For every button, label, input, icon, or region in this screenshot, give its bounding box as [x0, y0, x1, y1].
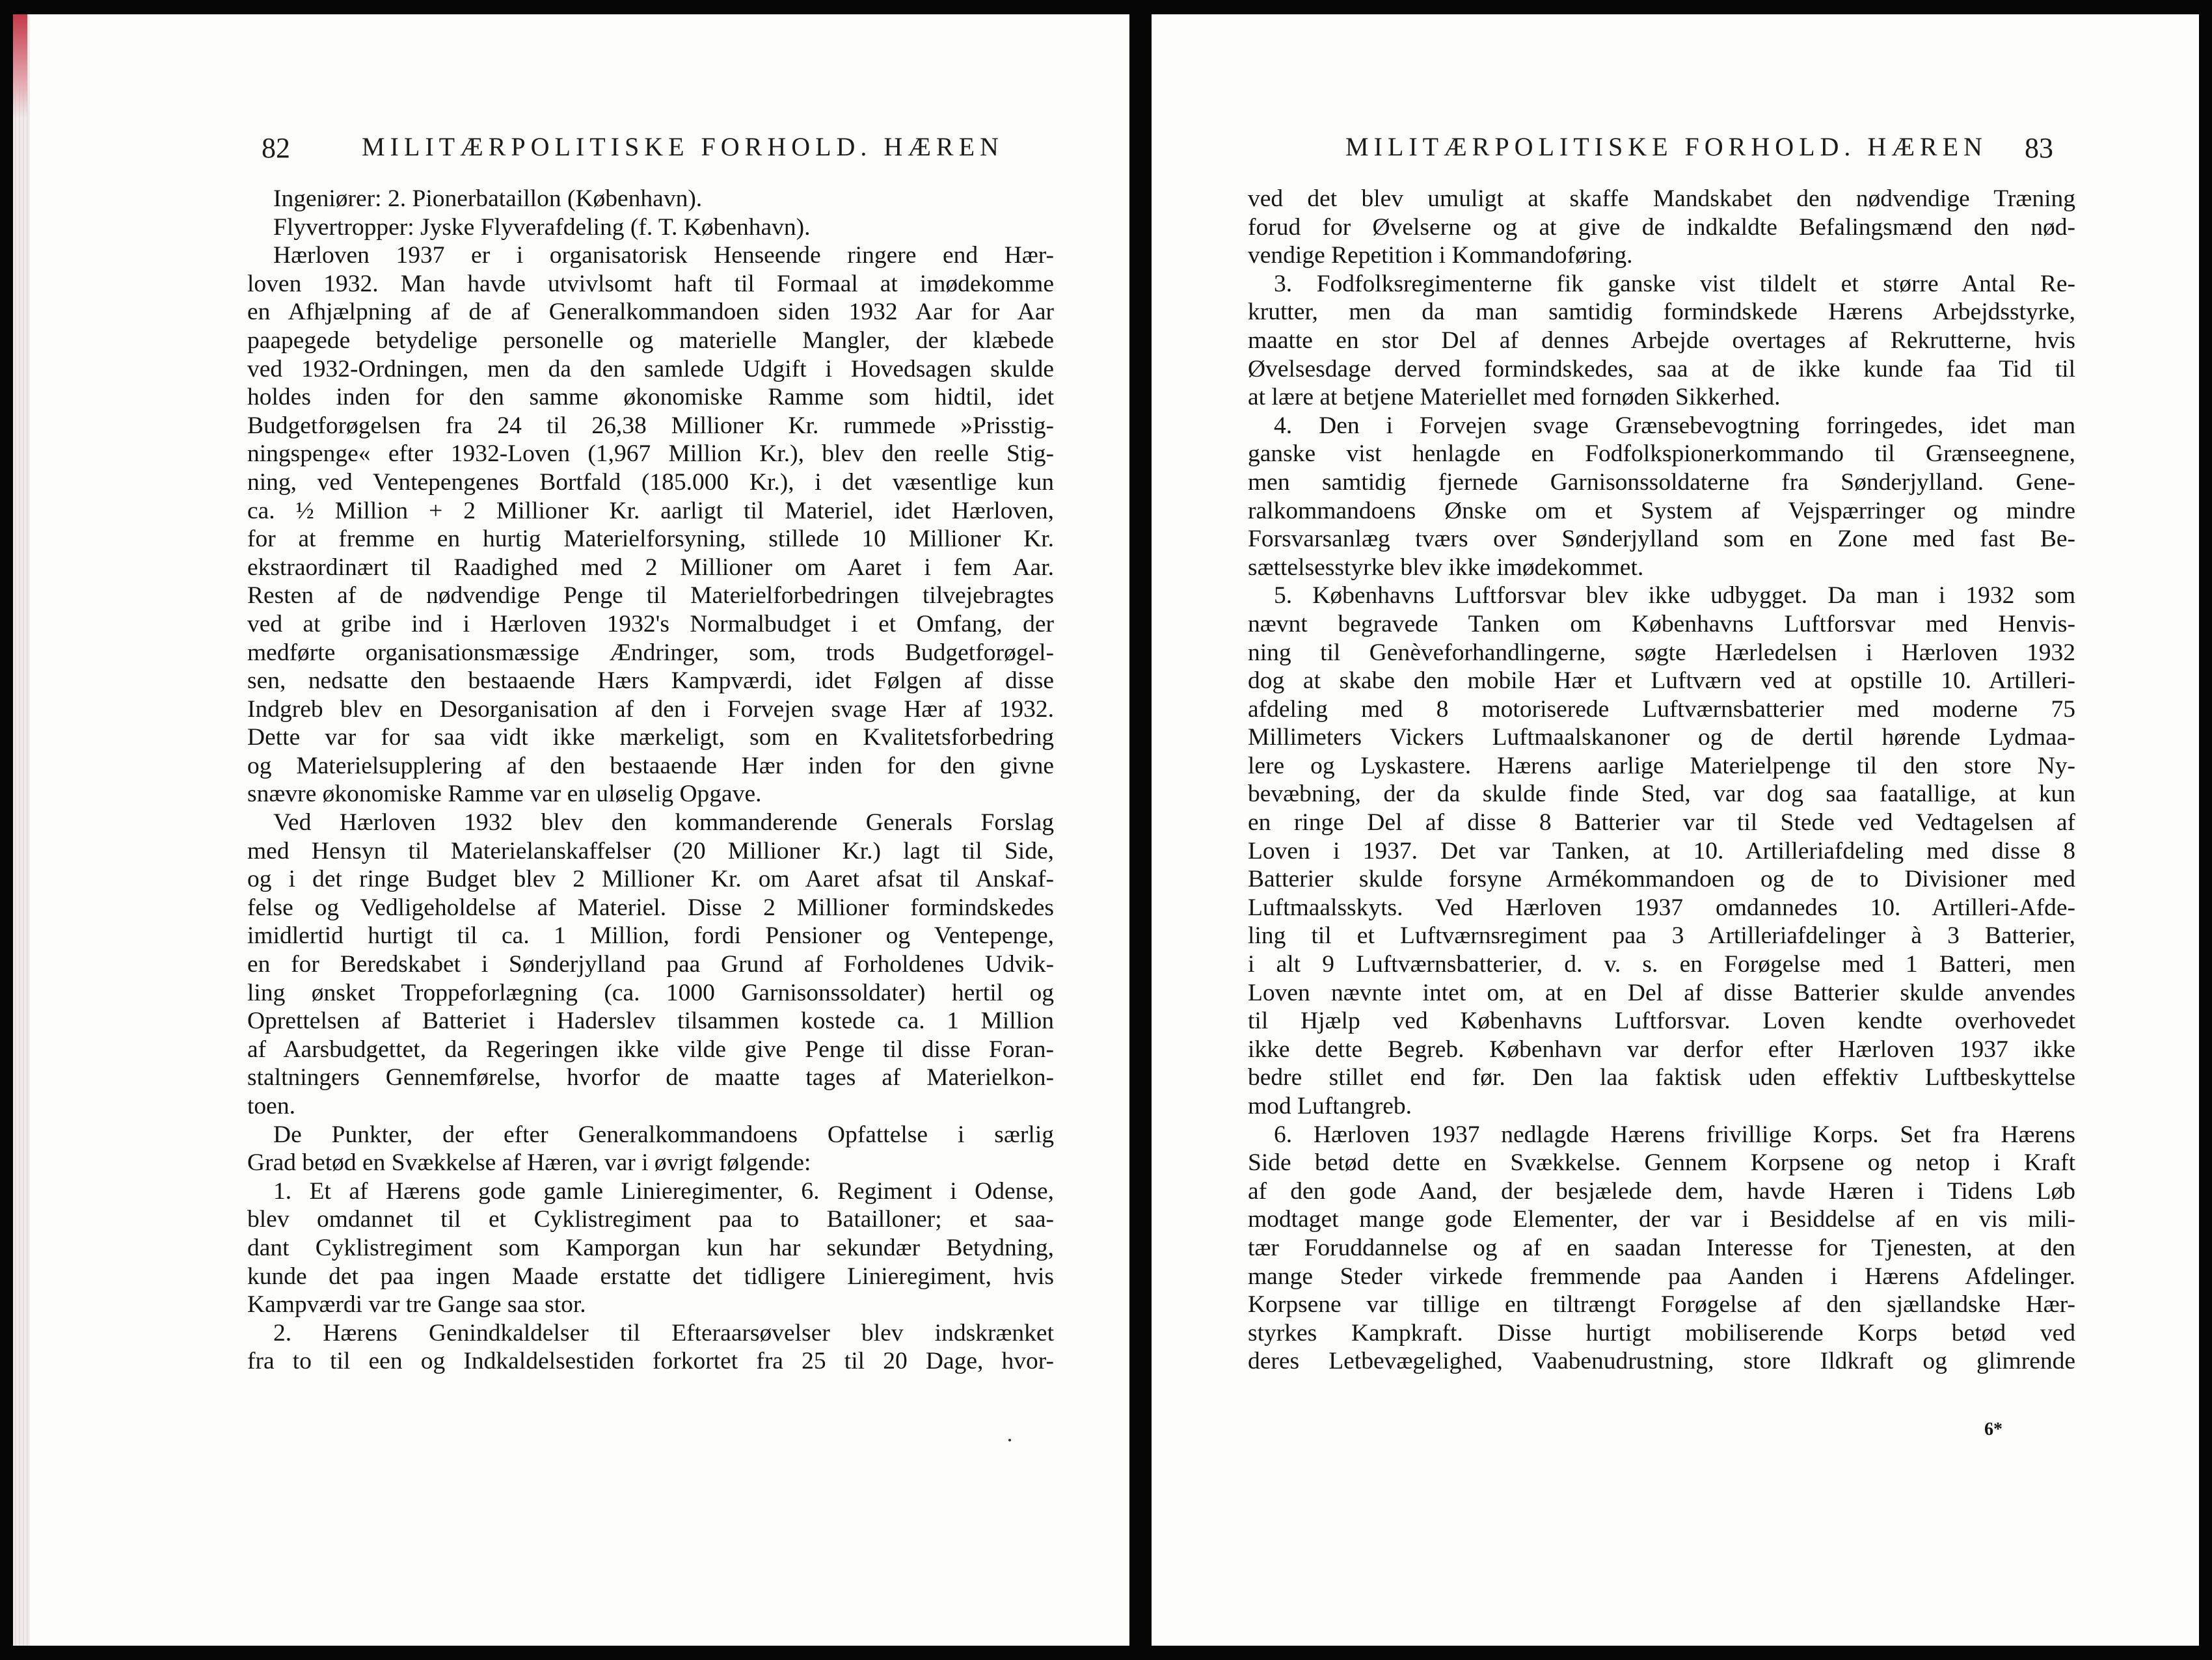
left-page	[13, 14, 1129, 1646]
text-line: blev omdannet til et Cyklistregiment paa to Batailloner; et saa-	[247, 1206, 1054, 1233]
text-line: Batterier skulde forsyne Armékommandoen og de to Divisioner med	[1248, 866, 2075, 893]
text-line: ekstraordinært til Raadighed med 2 Millioner om Aaret i fem Aar.	[247, 554, 1054, 581]
text-line: medførte organisationsmæssige Ændringer, som, trods Budgetforøgel-	[247, 639, 1054, 666]
page-edges	[13, 14, 30, 1646]
text-line: Dette var for saa vidt ikke mærkeligt, som en Kvalitetsforbedring	[247, 724, 1054, 751]
text-line: 3. Fodfolksregimenterne fik ganske vist tildelt et større Antal Re-	[1274, 270, 2075, 297]
text-line: afdeling med 8 motoriserede Luftværnsbatterier med moderne 75	[1248, 695, 2075, 723]
text-line: modtaget mange gode Elementer, der var i Besiddelse af en vis mili-	[1248, 1206, 2075, 1233]
text-line: Budgetforøgelsen fra 24 til 26,38 Millioner Kr. rummede »Prisstig-	[247, 412, 1054, 439]
text-line: med Hensyn til Materielanskaffelser (20 Millioner Kr.) lagt til Side,	[247, 837, 1054, 864]
text-line: Flyvertropper: Jyske Flyverafdeling (f. T. København).	[273, 213, 811, 241]
text-line: til Hjælp ved Københavns Luftforsvar. Loven kendte overhovedet	[1248, 1008, 2075, 1035]
text-line: 1. Et af Hærens gode gamle Linieregimenter, 6. Regiment i Odense,	[273, 1177, 1054, 1205]
text-line: vendige Repetition i Kommandoføring.	[1248, 242, 1633, 269]
text-line: en ringe Del af disse 8 Batterier var til Stede ved Vedtagelsen af	[1248, 809, 2075, 837]
text-line: Korpsene var tillige en tiltrængt Forøgelse af den sjællandske Hær-	[1248, 1291, 2075, 1319]
text-line: en Afhjælpning af de af Generalkommandoen siden 1932 Aar for Aar	[247, 299, 1054, 326]
page-number: 82	[262, 132, 290, 164]
text-line: ved 1932-Ordningen, men da den samlede Udgift i Hovedsagen skulde	[247, 355, 1054, 382]
signature-mark: 6*	[1984, 1419, 2003, 1439]
text-line: fra to til een og Indkaldelsestiden forkortet fra 25 til 20 Dage, hvor-	[247, 1348, 1054, 1375]
text-line: at lære at betjene Materiellet med fornøden Sikkerhed.	[1248, 384, 1781, 411]
running-head: MILITÆRPOLITISKE FORHOLD. HÆREN	[362, 132, 1004, 161]
text-line: mange Steder virkede fremmende paa Aanden i Hærens Afdelinger.	[1248, 1263, 2075, 1290]
text-line: holdes inden for den samme økonomiske Ramme som hidtil, idet	[247, 384, 1054, 411]
running-head: MILITÆRPOLITISKE FORHOLD. HÆREN	[1345, 132, 1988, 161]
text-line: Indgreb blev en Desorganisation af den i Forvejen svage Hær af 1932.	[247, 695, 1054, 723]
text-line: ningspenge« efter 1932-Loven (1,967 Million Kr.), blev den reelle Stig-	[247, 440, 1054, 468]
text-line: styrkes Kampkraft. Disse hurtigt mobiliserende Korps betød ved	[1248, 1319, 2075, 1346]
text-line: en for Beredskabet i Sønderjylland paa Grund af Forholdenes Udvik-	[247, 951, 1054, 978]
text-line: ning til Genèveforhandlingerne, søgte Hærledelsen i Hærloven 1932	[1248, 639, 2075, 666]
text-line: i alt 9 Luftværnsbatterier, d. v. s. en Forøgelse med 1 Batteri, men	[1248, 951, 2075, 978]
text-line: De Punkter, der efter Generalkommandoens Opfattelse i særlig	[273, 1121, 1054, 1148]
text-line: Grad betød en Svækkelse af Hæren, var i øvrigt følgende:	[247, 1149, 811, 1177]
text-line: Luftmaalsskyts. Ved Hærloven 1937 omdannedes 10. Artilleri-Afde-	[1248, 894, 2075, 921]
text-line: af Aarsbudgettet, da Regeringen ikke vilde give Penge til disse Foran-	[247, 1036, 1054, 1063]
text-line: 4. Den i Forvejen svage Grænsebevogtning forringedes, idet man	[1274, 412, 2075, 439]
text-line: snævre økonomiske Ramme var en uløselig Opgave.	[247, 781, 762, 808]
text-line: Kampværdi var tre Gange saa stor.	[247, 1291, 586, 1319]
text-line: lere og Lyskastere. Hærens aarlige Materielpenge til den store Ny-	[1248, 752, 2075, 779]
text-line: og i det ringe Budget blev 2 Millioner Kr. om Aaret afsat til Anskaf-	[247, 866, 1054, 893]
text-line: Oprettelsen af Batteriet i Haderslev tilsammen kostede ca. 1 Million	[247, 1008, 1054, 1035]
text-line: kunde det paa ingen Maade erstatte det tidligere Linieregiment, hvis	[247, 1263, 1054, 1290]
text-line: Ved Hærloven 1932 blev den kommanderende Generals Forslag	[273, 809, 1054, 837]
text-line: Øvelsesdage derved formindskedes, saa at de ikke kunde faa Tid til	[1248, 355, 2075, 382]
text-line: ralkommandoens Ønske om et System af Vejspærringer og mindre	[1248, 497, 2075, 524]
text-line: dant Cyklistregiment som Kamporgan kun har sekundær Betydning,	[247, 1234, 1054, 1261]
text-line: forud for Øvelserne og at give de indkaldte Befalingsmænd den nød-	[1248, 213, 2075, 241]
text-line: ling til et Luftværnsregiment paa 3 Artilleriafdelinger à 3 Batterier,	[1248, 922, 2075, 950]
text-line: Resten af de nødvendige Penge til Materielforbedringen tilvejebragtes	[247, 582, 1054, 609]
text-line: af den gode Aand, der besjælede dem, havde Hæren i Tidens Løb	[1248, 1177, 2075, 1205]
text-line: krutter, men da man samtidig formindskede Hærens Arbejdsstyrke,	[1248, 299, 2075, 326]
text-line: toen.	[247, 1093, 295, 1119]
text-line: felse og Vedligeholdelse af Materiel. Disse 2 Millioner formindskedes	[247, 894, 1054, 921]
text-line: men samtidig fjernede Garnisonssoldaterne fra Sønderjylland. Gene-	[1248, 468, 2075, 496]
text-line: bevæbning, der da skulde finde Sted, var dog saa faatallige, at kun	[1248, 781, 2075, 808]
text-line: 5. Københavns Luftforsvar blev ikke udbygget. Da man i 1932 som	[1274, 582, 2075, 609]
text-line: Loven nævnte intet om, at en Del af disse Batterier skulde anvendes	[1248, 979, 2075, 1006]
text-line: imidlertid hurtigt til ca. 1 Million, fordi Pensioner og Ventepenge,	[247, 922, 1054, 950]
text-line: ling ønsket Troppeforlægning (ca. 1000 Garnisonssoldater) hertil og	[247, 979, 1054, 1006]
text-line: tær Foruddannelse og af en saadan Interesse for Tjenesten, at den	[1248, 1234, 2075, 1261]
text-line: sættelsesstyrke blev ikke imødekommet.	[1248, 554, 1644, 581]
text-line: Ingeniører: 2. Pionerbataillon (København).	[273, 185, 703, 212]
body-text	[247, 185, 1054, 1376]
speck	[1008, 1439, 1011, 1441]
text-line: bedre stillet end før. Den laa faktisk uden effektiv Luftbeskyttelse	[1248, 1064, 2075, 1091]
text-line: og Materielsupplering af den bestaaende Hær inden for den givne	[247, 752, 1054, 779]
text-line: maatte en stor Del af dennes Arbejde overtages af Rekrutterne, hvis	[1248, 327, 2075, 354]
text-line: deres Letbevægelighed, Vaabenudrustning, store Ildkraft og glimrende	[1248, 1348, 2075, 1375]
right-page	[1152, 14, 2199, 1646]
page-number: 83	[2025, 132, 2053, 164]
text-line: nævnt begravede Tanken om Københavns Luftforsvar med Henvis-	[1248, 610, 2075, 637]
text-line: ning, ved Ventepengenes Bortfald (185.000 Kr.), i det væsentlige kun	[247, 468, 1054, 496]
text-line: ganske vist henlagde en Fodfolkspionerkommando til Grænseegnene,	[1248, 440, 2075, 468]
body-text	[1248, 185, 2075, 1376]
text-line: ca. ½ Million + 2 Millioner Kr. aarligt til Materiel, idet Hærloven,	[247, 497, 1054, 524]
text-line: Hærloven 1937 er i organisatorisk Henseende ringere end Hær-	[273, 242, 1054, 269]
text-line: Millimeters Vickers Luftmaalskanoner og de dertil hørende Lydmaa-	[1248, 724, 2075, 751]
text-line: ved det blev umuligt at skaffe Mandskabet den nødvendige Træning	[1248, 185, 2075, 212]
text-line: Side betød dette en Svækkelse. Gennem Korpsene og netop i Kraft	[1248, 1149, 2075, 1177]
text-line: Forsvarsanlæg tværs over Sønderjylland som en Zone med fast Be-	[1248, 526, 2075, 553]
text-line: ikke dette Begreb. København var derfor efter Hærloven 1937 ikke	[1248, 1036, 2075, 1063]
text-line: mod Luftangreb.	[1248, 1093, 1412, 1119]
text-line: sen, nedsatte den bestaaende Hærs Kampværdi, idet Følgen af disse	[247, 667, 1054, 695]
text-line: paapegede betydelige personelle og materielle Mangler, der klæbede	[247, 327, 1054, 354]
text-line: for at fremme en hurtig Materielforsyning, stillede 10 Millioner Kr.	[247, 526, 1054, 553]
text-line: loven 1932. Man havde utvivlsomt haft til Formaal at imødekomme	[247, 270, 1054, 297]
text-line: staltningers Gennemførelse, hvorfor de maatte tages af Materielkon-	[247, 1064, 1054, 1091]
text-line: dog at skabe den mobile Hær et Luftværn ved at opstille 10. Artilleri-	[1248, 667, 2075, 695]
bookmark-ribbon	[13, 14, 27, 118]
text-line: 6. Hærloven 1937 nedlagde Hærens frivillige Korps. Set fra Hærens	[1274, 1121, 2075, 1148]
text-line: Loven i 1937. Det var Tanken, at 10. Artilleriafdeling med disse 8	[1248, 837, 2075, 864]
text-line: ved at gribe ind i Hærloven 1932's Normalbudget i et Omfang, der	[247, 610, 1054, 637]
text-line: 2. Hærens Genindkaldelser til Efteraarsøvelser blev indskrænket	[273, 1319, 1054, 1346]
